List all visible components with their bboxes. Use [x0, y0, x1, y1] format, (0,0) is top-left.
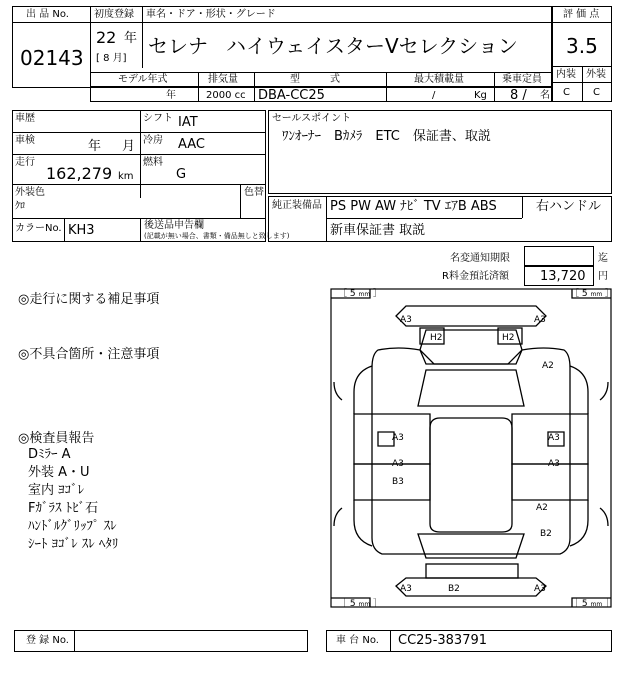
- inspector-label: ◎検査員報告: [18, 431, 95, 446]
- model-year-label: モデル年式: [118, 74, 168, 85]
- damage-mark: A3: [548, 433, 560, 443]
- recycle-label: R料金預託済額: [442, 271, 509, 282]
- fuel-label: 燃料: [143, 157, 163, 168]
- repaint-label: 色替: [244, 187, 264, 198]
- inspector-line: 室内 ﾖｺﾞﾚ: [28, 483, 85, 498]
- inspector-line: ｼｰﾄ ﾖｺﾞﾚ ｽﾚ ﾍﾀﾘ: [28, 537, 119, 552]
- name-change-suffix: 迄: [598, 253, 608, 264]
- interior-label: 内装: [556, 69, 576, 80]
- first-reg-month: [ 8 月]: [96, 53, 127, 64]
- capacity: 8 /: [510, 88, 527, 103]
- car-name: セレナ: [148, 34, 208, 58]
- model-year-suffix: 年: [166, 90, 176, 101]
- grade: ハイウェイスターVセレクション: [226, 34, 518, 58]
- post-declare-note: (記載が無い場合、書類・備品無しと致します): [144, 232, 290, 240]
- tire-tread-rl: ［ 5 mm ］: [338, 599, 383, 609]
- name-change-box: [524, 246, 594, 266]
- defects-label: ◎不具合箇所・注意事項: [18, 347, 160, 362]
- post-declare-label: 後送品申告欄: [144, 220, 204, 231]
- damage-mark: A2: [536, 503, 548, 513]
- sales-point-text: ﾜﾝｵｰﾅｰ Bｶﾒﾗ ETC 保証書、取説: [282, 129, 491, 144]
- lot-no: 02143: [20, 46, 84, 70]
- max-load-sep: /: [432, 90, 436, 101]
- interior-score: C: [563, 87, 570, 98]
- fuel: G: [176, 167, 187, 182]
- damage-mark: B2: [540, 529, 552, 539]
- damage-mark: B3: [392, 477, 404, 487]
- inspector-line: Fｶﾞﾗｽ ﾄﾋﾞ石: [28, 501, 99, 516]
- damage-mark: H2: [502, 333, 515, 343]
- damage-mark: A3: [400, 584, 412, 594]
- chassis-no: CC25-383791: [398, 633, 488, 648]
- damage-mark: A2: [542, 361, 554, 371]
- exterior-score: C: [593, 87, 600, 98]
- year-suffix: 年: [124, 31, 138, 46]
- max-load-unit: Kg: [474, 90, 487, 101]
- tire-tread-fr: ［ 5 mm ］: [570, 289, 615, 299]
- reg-no-label: 登 録 No.: [26, 635, 69, 646]
- damage-mark: B2: [448, 584, 460, 594]
- inspection-year: 年: [88, 139, 102, 154]
- color-no: KH3: [68, 223, 95, 238]
- inspector-line: ﾊﾝﾄﾞﾙｸﾞﾘｯﾌﾟ ｽﾚ: [28, 519, 117, 534]
- displacement-label: 排気量: [208, 74, 238, 85]
- damage-mark: A3: [534, 315, 546, 325]
- first-reg-year: 22: [96, 28, 117, 47]
- car-name-label: 車名・ドア・形状・グレード: [146, 9, 276, 20]
- mileage-label: 走行: [15, 157, 35, 168]
- damage-mark: A3: [400, 315, 412, 325]
- damage-mark: A3: [392, 459, 404, 469]
- model-type: DBA-CC25: [258, 88, 325, 103]
- max-load-label: 最大積載量: [414, 74, 464, 85]
- score-label: 評 価 点: [563, 9, 600, 20]
- shift-label: シフト: [143, 113, 173, 124]
- color-no-label: カラーNo.: [15, 223, 62, 234]
- ac: AAC: [178, 137, 205, 152]
- color-label: 外装色: [15, 187, 45, 198]
- damage-mark: A3: [548, 459, 560, 469]
- steering: 右ハンドル: [536, 199, 602, 214]
- recycle-amount: 13,720: [540, 269, 586, 284]
- score-value: 3.5: [566, 34, 598, 58]
- driving-remarks-label: ◎走行に関する補足事項: [18, 292, 160, 307]
- lot-no-label: 出 品 No.: [26, 9, 69, 20]
- displacement: 2000 cc: [206, 90, 246, 101]
- ac-label: 冷房: [143, 135, 163, 146]
- inspector-line: Dﾐﾗｰ A: [28, 447, 71, 462]
- car-damage-diagram: [330, 288, 615, 609]
- first-reg-label: 初度登録: [94, 9, 134, 20]
- inspection-month: 月: [122, 139, 136, 154]
- exterior-label: 外装: [586, 69, 606, 80]
- inspection-label: 車検: [15, 135, 35, 146]
- tire-tread-rr: ［ 5 mm ］: [570, 599, 615, 609]
- equipment-label: 純正装備品: [272, 200, 322, 211]
- recycle-unit: 円: [598, 271, 608, 282]
- shift: IAT: [178, 115, 198, 130]
- tire-tread-fl: ［ 5 mm ］: [338, 289, 383, 299]
- mileage-unit: km: [118, 171, 134, 182]
- mileage: 162,279: [46, 164, 113, 183]
- equipment-items: PS PW AW ﾅﾋﾞ TV ｴｱB ABS: [330, 199, 497, 214]
- damage-mark: A3: [392, 433, 404, 443]
- sales-point-label: セールスポイント: [272, 113, 352, 124]
- diagram-labels: [338, 288, 614, 609]
- capacity-label: 乗車定員: [502, 74, 542, 85]
- inspector-line: 外装 A・U: [28, 465, 90, 480]
- type-label: 型 式: [290, 74, 340, 85]
- capacity-unit: 名: [540, 90, 550, 101]
- damage-mark: A3: [534, 584, 546, 594]
- chassis-label: 車 台 No.: [336, 635, 379, 646]
- damage-mark: H2: [430, 333, 443, 343]
- warranty: 新車保証書 取説: [330, 223, 426, 238]
- color: ｸﾛ: [15, 201, 25, 212]
- name-change-label: 名変通知期限: [450, 253, 510, 264]
- history-label: 車歴: [15, 113, 35, 124]
